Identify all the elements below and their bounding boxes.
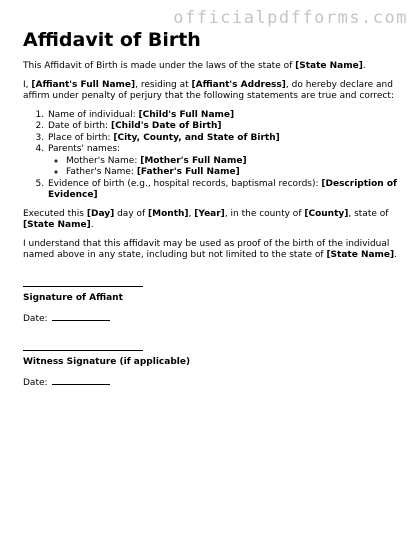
executed-text-2: day of <box>114 208 149 219</box>
executed-paragraph <box>23 209 398 232</box>
declaration-paragraph <box>23 80 398 103</box>
declaration-text-2: , residing at <box>135 79 192 90</box>
father-name-placeholder: [Father's Full Name] <box>136 167 240 177</box>
list-item-parents <box>47 144 398 179</box>
father-label: Father's Name: <box>66 167 137 177</box>
executed-text-5: , state of <box>348 208 389 219</box>
understanding-paragraph <box>23 239 398 262</box>
affiant-date-label: Date: <box>23 314 51 324</box>
intro-end: . <box>362 61 366 71</box>
list-item-mother <box>66 156 398 168</box>
witness-signature-line[interactable] <box>23 350 143 351</box>
understanding-text-2: . <box>394 250 398 260</box>
list-item-father <box>66 167 398 179</box>
executed-text-1: Executed this <box>23 208 87 219</box>
pob-label: Place of birth: <box>48 132 114 143</box>
executed-state-placeholder: [State Name] <box>23 220 91 230</box>
intro-text: This Affidavit of Birth is made under the laws of the state of <box>23 61 296 71</box>
witness-date-label: Date: <box>23 378 51 388</box>
witness-date-blank[interactable] <box>52 376 110 385</box>
parents-sublist <box>48 156 398 179</box>
affiant-signature-line[interactable] <box>23 286 143 287</box>
evidence-placeholder: [Description of Evidence] <box>48 178 397 200</box>
intro-paragraph <box>23 61 398 73</box>
executed-text-6: . <box>90 220 94 230</box>
affiant-address-placeholder: [Affiant's Address] <box>191 79 286 90</box>
mother-name-placeholder: [Mother's Full Name] <box>140 155 247 166</box>
executed-text-3: , <box>188 208 195 219</box>
affiant-signature-label: Signature of Affiant <box>23 292 123 303</box>
affiant-date-row <box>23 312 398 326</box>
affiant-date-blank[interactable] <box>52 312 110 321</box>
year-placeholder: [Year] <box>194 208 225 219</box>
list-item-dob <box>47 121 398 133</box>
witness-date-row <box>23 376 398 390</box>
declaration-text-3: , do hereby declare and affirm under penalty of perjury that the following statements are true and correct: <box>23 79 394 101</box>
dob-label: Date of birth: <box>48 121 111 131</box>
day-placeholder: [Day] <box>86 208 115 219</box>
understanding-text-1: I understand that this affidavit may be used as proof of the birth of the individual named above in any state, including but not limited to the state of <box>23 238 390 260</box>
month-placeholder: [Month] <box>148 208 189 219</box>
child-name-placeholder: [Child's Full Name] <box>138 109 235 120</box>
evidence-label: Evidence of birth (e.g., hospital records, baptismal records): <box>48 178 322 189</box>
child-dob-placeholder: [Child's Date of Birth] <box>110 121 222 131</box>
birthplace-placeholder: [City, County, and State of Birth] <box>113 132 280 143</box>
declaration-text-1: I, <box>23 79 32 90</box>
document-title: Affidavit of Birth <box>23 29 201 51</box>
affiant-name-placeholder: [Affiant's Full Name] <box>31 79 136 90</box>
understanding-state-placeholder: [State Name] <box>326 250 395 260</box>
statement-list <box>23 110 398 202</box>
parents-label: Parents' names: <box>48 144 121 154</box>
list-item-pob <box>47 133 398 145</box>
county-placeholder: [County] <box>304 208 349 219</box>
witness-signature-label: Witness Signature (if applicable) <box>23 356 191 367</box>
list-item-name <box>47 110 398 122</box>
mother-label: Mother's Name: <box>66 155 141 166</box>
affidavit-document <box>23 28 398 390</box>
list-item-evidence <box>47 179 398 202</box>
name-label: Name of individual: <box>48 109 139 120</box>
state-placeholder: [State Name] <box>295 61 363 71</box>
watermark: officialpdfforms.com <box>173 8 408 28</box>
executed-text-4: , in the county of <box>224 208 305 219</box>
